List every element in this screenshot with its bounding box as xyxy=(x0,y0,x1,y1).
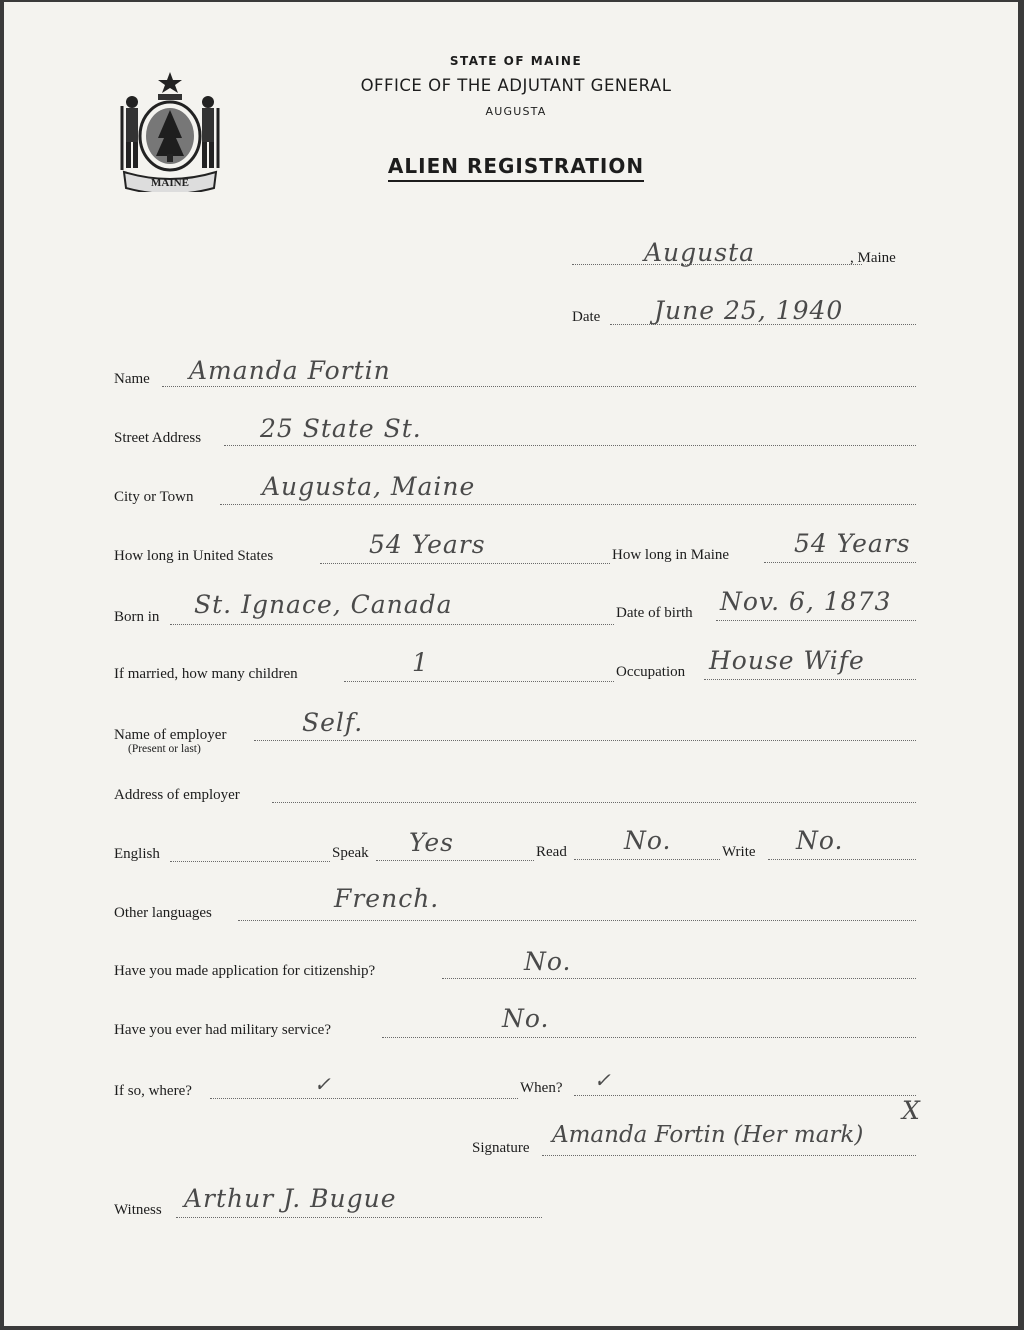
signature-label: Signature xyxy=(472,1140,530,1156)
other-languages-label: Other languages xyxy=(114,905,212,921)
date-label: Date xyxy=(572,309,601,325)
date-value: June 25, 1940 xyxy=(654,296,844,325)
witness-label: Witness xyxy=(114,1202,162,1218)
when-line xyxy=(574,1095,916,1096)
born-in-line xyxy=(170,624,614,625)
years-us-value: 54 Years xyxy=(369,530,486,559)
children-line xyxy=(344,681,614,682)
write-line xyxy=(768,859,916,860)
place-value: Augusta xyxy=(644,238,756,267)
signature-mark: X xyxy=(902,1096,921,1125)
seal-banner: MAINE xyxy=(151,177,189,189)
signature-value: Amanda Fortin (Her mark) xyxy=(552,1122,864,1148)
form-title: ALIEN REGISTRATION xyxy=(4,154,1018,178)
street-address-label: Street Address xyxy=(114,430,202,446)
state-heading: STATE OF MAINE xyxy=(449,54,583,68)
military-label: Have you ever had military service? xyxy=(114,1022,331,1038)
dob-value: Nov. 6, 1873 xyxy=(720,587,892,616)
occupation-value: House Wife xyxy=(709,646,865,675)
years-maine-value: 54 Years xyxy=(794,529,911,558)
speak-line xyxy=(376,860,534,861)
dob-label: Date of birth xyxy=(616,605,693,621)
where-line xyxy=(210,1098,518,1099)
dob-line xyxy=(716,620,916,621)
employer-value: Self. xyxy=(302,708,364,737)
city-label: City or Town xyxy=(114,489,194,505)
where-value: ✓ xyxy=(314,1072,332,1096)
citizenship-line xyxy=(442,978,916,979)
other-languages-value: French. xyxy=(334,884,440,913)
other-languages-line xyxy=(238,920,916,921)
english-label: English xyxy=(114,846,160,862)
children-label: If married, how many children xyxy=(114,666,298,682)
signature-line xyxy=(542,1155,916,1156)
where-label: If so, where? xyxy=(114,1083,192,1099)
employer-address-line xyxy=(272,802,916,803)
military-value: No. xyxy=(502,1004,550,1033)
years-maine-label: How long in Maine xyxy=(612,547,730,563)
years-maine-line xyxy=(764,562,916,563)
form-page xyxy=(4,2,1018,1326)
name-label: Name xyxy=(114,371,150,387)
speak-value: Yes xyxy=(409,828,454,857)
employer-line xyxy=(254,740,916,741)
employer-sublabel: (Present or last) xyxy=(128,743,201,755)
name-value: Amanda Fortin xyxy=(189,356,391,385)
place-suffix: , Maine xyxy=(850,250,896,266)
write-value: No. xyxy=(796,826,844,855)
employer-address-label: Address of employer xyxy=(114,787,240,803)
english-line xyxy=(170,861,330,862)
employer-label: Name of employer xyxy=(114,727,227,743)
occupation-label: Occupation xyxy=(616,664,686,680)
street-address-line xyxy=(224,445,916,446)
years-us-line xyxy=(320,563,610,564)
read-value: No. xyxy=(624,826,672,855)
maine-state-seal-icon xyxy=(114,68,226,192)
born-in-label: Born in xyxy=(114,609,160,625)
city-heading: AUGUSTA xyxy=(485,105,547,118)
speak-label: Speak xyxy=(332,845,369,861)
military-line xyxy=(382,1037,916,1038)
children-value: 1 xyxy=(412,648,429,677)
when-value: ✓ xyxy=(594,1068,612,1092)
years-us-label: How long in United States xyxy=(114,548,274,564)
citizenship-label: Have you made application for citizenship? xyxy=(114,963,376,979)
read-label: Read xyxy=(536,844,567,860)
name-line xyxy=(162,386,916,387)
citizenship-value: No. xyxy=(524,947,572,976)
office-heading: OFFICE OF THE ADJUTANT GENERAL xyxy=(360,76,672,95)
witness-value: Arthur J. Bugue xyxy=(184,1184,397,1213)
city-line xyxy=(220,504,916,505)
write-label: Write xyxy=(722,844,756,860)
read-line xyxy=(574,859,720,860)
when-label: When? xyxy=(520,1080,563,1096)
witness-line xyxy=(176,1217,542,1218)
city-value: Augusta, Maine xyxy=(262,472,476,501)
born-in-value: St. Ignace, Canada xyxy=(194,590,453,619)
occupation-line xyxy=(704,679,916,680)
street-address-value: 25 State St. xyxy=(260,414,422,443)
